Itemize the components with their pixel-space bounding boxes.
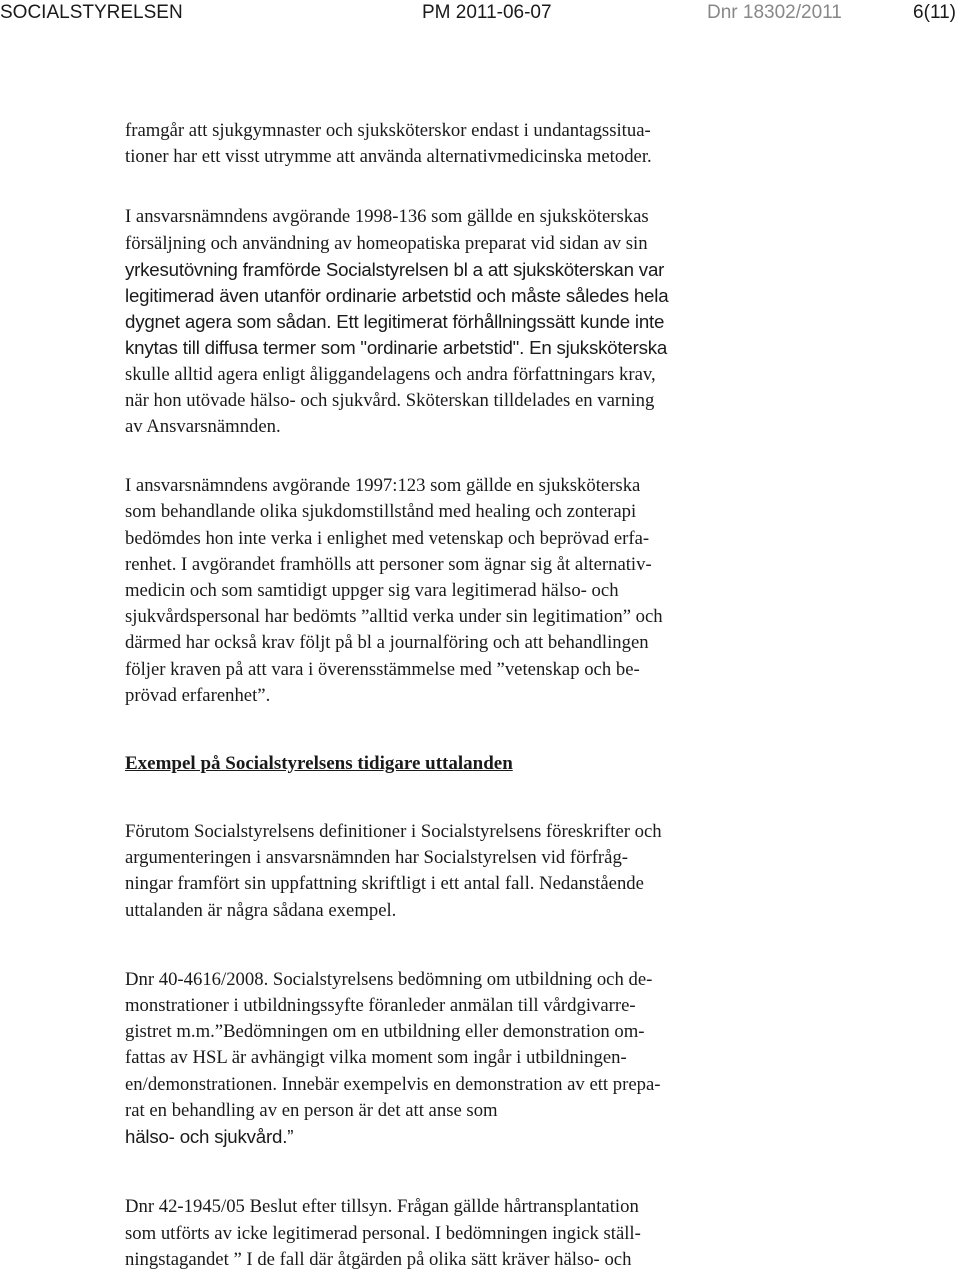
text-line: ningstagandet ” I de fall där åtgärden på olika sätt kräver hälso- och: [125, 1248, 632, 1270]
paragraph-examples-intro: [125, 819, 775, 924]
header-organization: SOCIALSTYRELSEN: [0, 2, 183, 23]
text-line: Förutom Socialstyrelsens definitioner i Socialstyrelsens föreskrifter och: [125, 821, 662, 843]
text-line: en/demonstrationen. Innebär exempelvis en demonstration av ett prepa-: [125, 1073, 661, 1095]
paragraph-dnr-40-4616-2008: [125, 967, 775, 1150]
text-line: knytas till diffusa termer som "ordinarie arbetstid". En sjuksköterska: [125, 337, 668, 359]
text-line: bedömdes hon inte verka i enlighet med vetenskap och beprövad erfa-: [125, 527, 650, 549]
text-line: tioner har ett visst utrymme att använda alternativmedicinska metoder.: [125, 146, 652, 168]
text-line: gistret m.m.”Bedömningen om en utbildning eller demonstration om-: [125, 1021, 645, 1043]
text-line: I ansvarsnämndens avgörande 1997:123 som gällde en sjuksköterska: [125, 475, 641, 497]
text-line: som behandlande olika sjukdomstillstånd med healing och zonterapi: [125, 501, 637, 523]
text-line: ningar framfört sin uppfattning skriftligt i ett antal fall. Nedanstående: [125, 873, 644, 895]
paragraph-dnr-42-1945-05: [125, 1194, 775, 1273]
paragraph-decision-1998: [125, 204, 775, 440]
text-line: som utförts av icke legitimerad personal. I bedömningen ingick ställ-: [125, 1222, 641, 1244]
text-line: uttalanden är några sådana exempel.: [125, 899, 397, 921]
text-line: legitimerad även utanför ordinarie arbetstid och måste således hela: [125, 285, 669, 307]
text-line: sjukvårdspersonal har bedömts ”alltid verka under sin legitimation” och: [125, 606, 663, 628]
text-line: när hon utövade hälso- och sjukvård. Sköterskan tilldelades en varning: [125, 389, 655, 411]
text-line: därmed har också krav följt på bl a journalföring och att behandlingen: [125, 632, 649, 654]
text-line: hälso- och sjukvård.”: [125, 1126, 294, 1148]
text-line: dygnet agera som sådan. Ett legitimerat förhållningssätt kunde inte: [125, 311, 665, 333]
text-line: monstrationer i utbildningssyfte föranleder anmälan till vårdgivarre-: [125, 995, 636, 1017]
text-line: skulle alltid agera enligt åliggandelagens och andra författningars krav,: [125, 363, 656, 385]
text-line: argumenteringen i ansvarsnämnden har Socialstyrelsen vid förfråg-: [125, 847, 629, 869]
text-line: fattas av HSL är avhängigt vilka moment som ingår i utbildningen-: [125, 1047, 627, 1069]
header-document-date: PM 2011-06-07: [422, 2, 552, 23]
text-line: framgår att sjukgymnaster och sjuksköterskor endast i undantagssitua-: [125, 120, 651, 141]
text-line: prövad erfarenhet”.: [125, 684, 271, 706]
paragraph-decision-1997: [125, 473, 775, 709]
text-line: medicin och som samtidigt uppger sig vara legitimerad hälso- och: [125, 580, 619, 602]
text-line: följer kraven på att vara i överensstämmelse med ”vetenskap och be-: [125, 658, 640, 680]
text-line: renhet. I avgörandet framhölls att personer som ägnar sig åt alternativ-: [125, 553, 652, 575]
text-line: av Ansvarsnämnden.: [125, 416, 281, 438]
page-header: [0, 0, 960, 30]
text-line: I ansvarsnämndens avgörande 1998-136 som gällde en sjuksköterskas: [125, 206, 649, 228]
text-line: rat en behandling av en person är det att anse som: [125, 1099, 498, 1121]
text-line: yrkesutövning framförde Socialstyrelsen bl a att sjuksköterskan var: [125, 258, 665, 280]
section-heading: Exempel på Socialstyrelsens tidigare uttalanden: [125, 753, 513, 775]
document-body: [125, 118, 775, 1273]
paragraph-intro: [125, 118, 775, 170]
header-page-number: 6(11): [913, 2, 956, 23]
text-line: Dnr 40-4616/2008. Socialstyrelsens bedömning om utbildning och de-: [125, 968, 653, 990]
header-registration-number: Dnr 18302/2011: [707, 2, 842, 23]
text-line: Dnr 42-1945/05 Beslut efter tillsyn. Frågan gällde hårtransplantation: [125, 1196, 639, 1218]
text-line: försäljning och användning av homeopatiska preparat vid sidan av sin: [125, 232, 648, 254]
